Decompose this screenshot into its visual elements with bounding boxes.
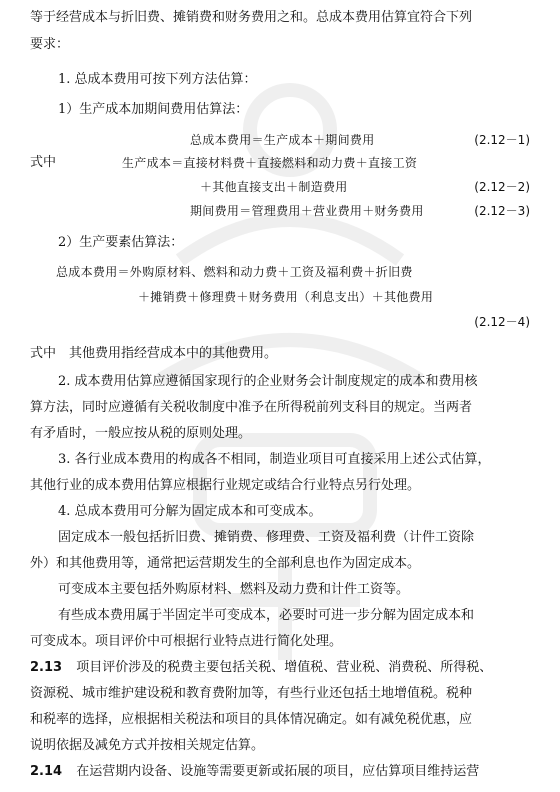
equation-number: (2.12－4): [474, 315, 530, 329]
formula-line: ＋摊销费＋修理费＋财务费用（利息支出）＋其他费用: [138, 290, 434, 304]
body-text-line: 可变成本。项目评价中可根据行业特点进行简化处理。: [30, 634, 343, 649]
section-text: 在运营期内设备、设施等需要更新或拓展的项目，应估算项目维持运营: [76, 764, 480, 779]
section-line: [30, 658, 530, 678]
body-text-line: 有些成本费用属于半固定半可变成本，必要时可进一步分解为固定成本和: [58, 608, 475, 623]
body-text-line: 等于经营成本与折旧费、摊销费和财务费用之和。总成本费用估算宜符合下列: [30, 10, 473, 25]
formula-line: 总成本费用＝外购原材料、燃料和动力费＋工资及福利费＋折旧费: [56, 265, 413, 279]
body-text-line: 固定成本一般包括折旧费、摊销费、修理费、工资及福利费（计件工资除: [58, 530, 475, 545]
body-text-line: 式中 其他费用指经营成本中的其他费用。: [30, 346, 278, 361]
body-text-line: 外）和其他费用等，通常把运营期发生的全部利息也作为固定成本。: [30, 556, 421, 571]
formula-line: ＋其他直接支出＋制造费用: [200, 180, 348, 194]
body-text-line: 可变成本主要包括外购原材料、燃料及动力费和计件工资等。: [58, 582, 410, 597]
section-number: 2.13: [30, 660, 63, 675]
equation-number: (2.12－3): [474, 204, 530, 218]
formula-prefix: 式中: [30, 155, 57, 170]
body-text-line: 4. 总成本费用可分解为固定成本和可变成本。: [58, 504, 322, 519]
body-text-line: 资源税、城市维护建设税和教育费附加等，有些行业还包括土地增值税。税种: [30, 686, 473, 701]
body-text-line: 说明依据及减免方式并按相关规定估算。: [30, 738, 265, 753]
section-line: [30, 762, 530, 782]
body-text-line: 算方法，同时应遵循有关税收制度中准予在所得税前列支科目的规定。当两者: [30, 400, 473, 415]
equation-number: (2.12－1): [474, 133, 530, 147]
sub-item-heading: 2）生产要素估算法：: [58, 235, 184, 250]
sub-item-heading: 1）生产成本加期间费用估算法：: [58, 102, 249, 117]
equation-number: (2.12－2): [474, 180, 530, 194]
body-text-line: 和税率的选择，应根据相关税法和项目的具体情况确定。如有减免税优惠，应: [30, 712, 473, 727]
formula-line: 生产成本＝直接材料费＋直接燃料和动力费＋直接工资: [122, 156, 418, 170]
section-number: 2.14: [30, 764, 63, 779]
formula-line: 总成本费用＝生产成本＋期间费用: [190, 133, 375, 147]
body-text-line: 有矛盾时，一般应按从税的原则处理。: [30, 426, 252, 441]
body-text-line: 要求：: [30, 37, 70, 52]
body-text-line: 2. 成本费用估算应遵循国家现行的企业财务会计制度规定的成本和费用核: [58, 374, 478, 389]
body-text-line: 3. 各行业成本费用的构成各不相同，制造业项目可直接采用上述公式估算，: [58, 452, 491, 467]
formula-line: 期间费用＝管理费用＋营业费用＋财务费用: [190, 204, 424, 218]
section-text: 项目评价涉及的税费主要包括关税、增值税、营业税、消费税、所得税、: [76, 660, 493, 675]
list-item-heading: 1. 总成本费用可按下列方法估算：: [58, 72, 257, 87]
body-text-line: 其他行业的成本费用估算应根据行业规定或结合行业特点另行处理。: [30, 478, 421, 493]
